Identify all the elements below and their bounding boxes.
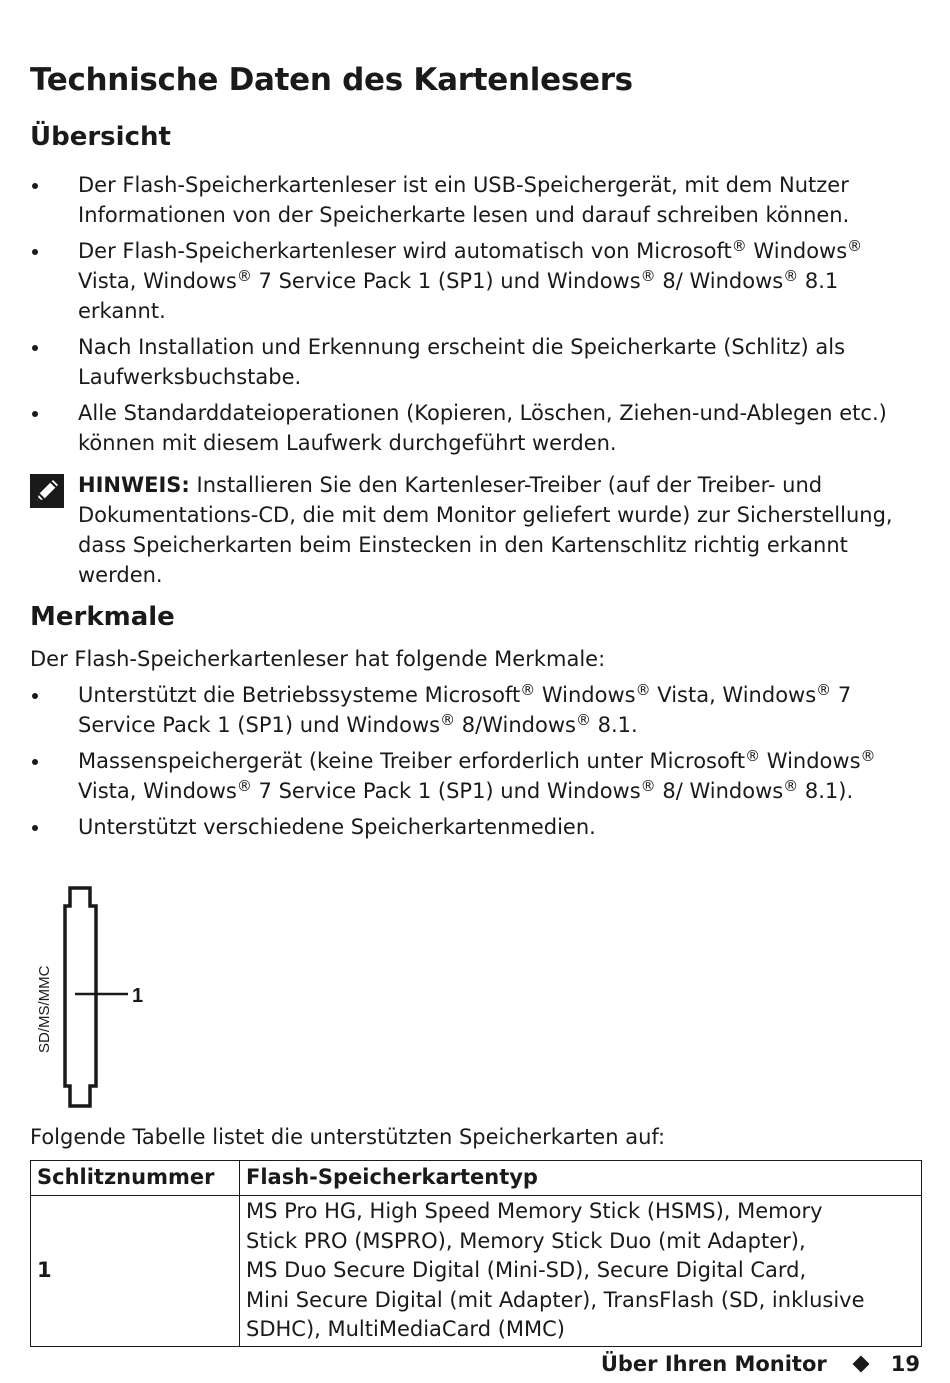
card-types-line: MS Pro HG, High Speed Memory Stick (HSMS), Memory — [246, 1199, 823, 1223]
column-header-type: Flash-Speicherkartentyp — [240, 1161, 922, 1196]
page-number: 19 — [890, 1352, 920, 1376]
features-list — [30, 680, 922, 848]
slot-label: SD/MS/MMC — [36, 965, 53, 1053]
list-item: Nach Installation und Erkennung erscheint die Speicherkarte (Schlitz) als Laufwerksbuchstabe. — [30, 332, 922, 392]
footer-section-title: Über Ihren Monitor — [600, 1352, 827, 1376]
slot-number: 1 — [31, 1196, 240, 1347]
card-types-line: Mini Secure Digital (mit Adapter), TransFlash (SD, inklusive — [246, 1287, 865, 1312]
features-intro: Der Flash-Speicherkartenleser hat folgende Merkmale: — [30, 647, 606, 671]
card-types-line: Stick PRO (MSPRO), Memory Stick Duo (mit Adapter), — [246, 1228, 806, 1253]
features-heading: Merkmale — [30, 602, 175, 632]
card-types-table — [30, 1160, 922, 1347]
note-text — [78, 470, 922, 590]
list-item: Unterstützt die Betriebssysteme Microsoft® Windows® Vista, Windows® 7 Service Pack 1 (SP1) und Windows® 8/Windows® 8.1. — [30, 680, 922, 740]
card-types — [240, 1196, 922, 1347]
card-slot-outline — [65, 888, 96, 1106]
pencil-note-icon — [30, 474, 64, 508]
page-title: Technische Daten des Kartenlesers — [30, 62, 633, 98]
table-header-row — [31, 1161, 922, 1196]
list-item: Massenspeichergerät (keine Treiber erforderlich unter Microsoft® Windows® Vista, Windows® 7 Service Pack 1 (SP1) und Windows® 8/ Windows® 8.1). — [30, 746, 922, 806]
diamond-icon — [852, 1356, 869, 1373]
table-row — [31, 1196, 922, 1347]
note-body: Installieren Sie den Kartenleser-Treiber (auf der Treiber- und Dokumentations-CD, die mit dem Monitor geliefert wurde) zur Sicherstellung, dass Speicherkarten beim Einstecken in den Kartenschlitz richtig erkannt werden. — [78, 473, 893, 587]
table-intro: Folgende Tabelle listet die unterstützten Speicherkarten auf: — [30, 1125, 666, 1149]
card-types-line: MS Duo Secure Digital (Mini-SD), Secure Digital Card, — [246, 1258, 807, 1282]
note-label: HINWEIS: — [78, 473, 190, 497]
list-item: Alle Standarddateioperationen (Kopieren, Löschen, Ziehen-und-Ablegen etc.) können mit diesem Laufwerk durchgeführt werden. — [30, 398, 922, 458]
overview-heading: Übersicht — [30, 122, 171, 152]
page-footer — [601, 1352, 920, 1376]
card-slot-diagram — [30, 880, 170, 1115]
callout-number: 1 — [132, 985, 144, 1007]
card-types-line: SDHC), MultiMediaCard (MMC) — [246, 1317, 565, 1341]
list-item: Der Flash-Speicherkartenleser wird automatisch von Microsoft® Windows® Vista, Windows® 7 Service Pack 1 (SP1) und Windows® 8/ Windows® 8.1 erkannt. — [30, 236, 922, 326]
list-item: Der Flash-Speicherkartenleser ist ein USB-Speichergerät, mit dem Nutzer Informationen von der Speicherkarte lesen und darauf schreiben können. — [30, 170, 922, 230]
column-header-slot: Schlitznummer — [31, 1161, 240, 1196]
overview-list — [30, 170, 922, 464]
list-item: Unterstützt verschiedene Speicherkartenmedien. — [30, 812, 922, 842]
